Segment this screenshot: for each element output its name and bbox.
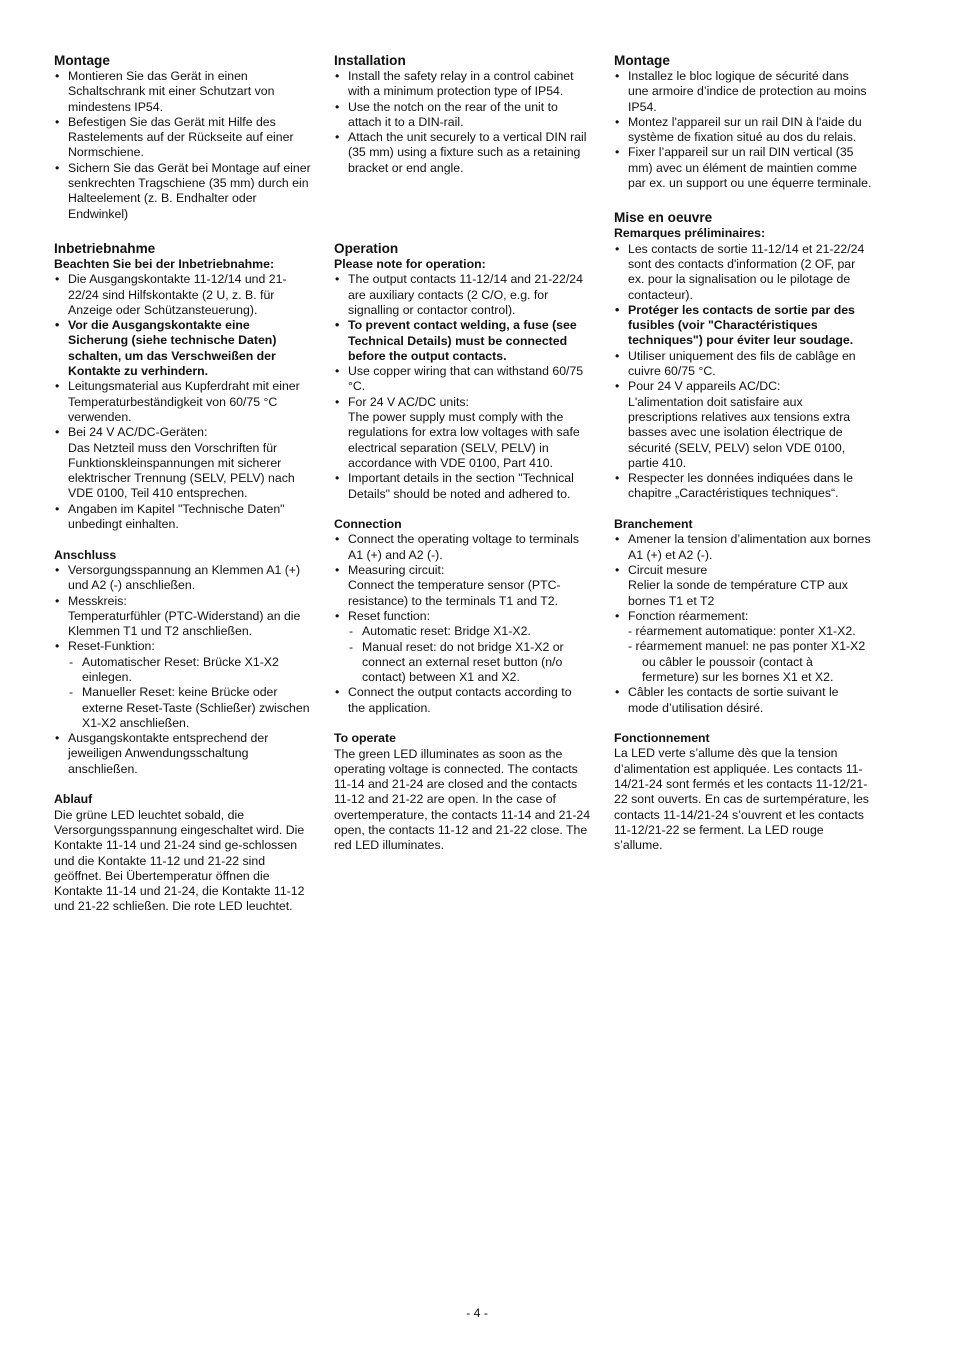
list-item: • Use copper wiring that can withstand 60/75 °C. bbox=[334, 364, 592, 395]
sublist-item: - Manueller Reset: keine Brücke oder externe Reset-Taste (Schließer) zwischen X1-X2 anschließen. bbox=[68, 685, 312, 731]
ablauf-text: Die grüne LED leuchtet sobald, die Versorgungsspannung eingeschaltet wird. Die Kontakte 11-14 und 21-24 sind ge-schlossen und die Kontakte 11-12 und 21-22 sind geöffnet. Bei Übertemperatur öffnen die Kontakte 11-14 und 21-24, die Kontakte 11-12 und 21-22 schließen. Die rote LED leuchtet. bbox=[54, 807, 305, 914]
list-item: • Respecter les données indiquées dans le chapitre „Caractéristiques techniques“. bbox=[614, 471, 872, 502]
section-title-montage-fr: Montage bbox=[614, 53, 670, 68]
list-item: • Measuring circuit: Connect the temperature sensor (PTC-resistance) to the terminals T1 and T2. bbox=[334, 563, 592, 609]
list-item bbox=[334, 609, 592, 685]
reset-sublist bbox=[68, 655, 312, 731]
list-item: • For 24 V AC/DC units: The power supply must comply with the regulations for extra low voltages with safe electrical separation (SELV, PELV) in accordance with VDE 0100, Part 410. bbox=[334, 395, 592, 471]
list-item: • Amener la tension d’alimentation aux bornes A1 (+) et A2 (-). bbox=[614, 532, 872, 563]
list-item-warning: • Protéger les contacts de sortie par des fusibles (voir "Charactéristiques techniques") pour éviter leur soudage. bbox=[614, 303, 872, 349]
anschluss-list bbox=[54, 563, 312, 777]
section-title-operation: Operation bbox=[334, 241, 399, 257]
list-item: • Attach the unit securely to a vertical DIN rail (35 mm) using a fixture such as a retaining bracket or end angle. bbox=[334, 130, 592, 176]
montage-fr-list bbox=[614, 69, 872, 191]
list-item: • Die Ausgangskontakte 11-12/14 und 21-22/24 sind Hilfskontakte (2 U, z. B. für Anzeige oder Schützansteuerung). bbox=[54, 272, 312, 318]
list-item: • Installez le bloc logique de sécurité dans une armoire d’indice de protection au moins IP54. bbox=[614, 69, 872, 115]
list-item: • Connect the operating voltage to terminals A1 (+) and A2 (-). bbox=[334, 532, 592, 563]
list-item-warning: • To prevent contact welding, a fuse (see Technical Details) must be connected before the output contacts. bbox=[334, 318, 592, 364]
sublist-item: - Automatic reset: Bridge X1-X2. bbox=[348, 624, 592, 639]
list-item: • Important details in the section "Technical Details" should be noted and adhered to. bbox=[334, 471, 592, 502]
branchement-list bbox=[614, 532, 872, 716]
list-item: • Versorgungsspannung an Klemmen A1 (+) und A2 (-) anschließen. bbox=[54, 563, 312, 594]
list-item: • Sichern Sie das Gerät bei Montage auf einer senkrechten Tragschiene (35 mm) durch ein Halteelement (z. B. Endhalter oder Endwinkel) bbox=[54, 161, 312, 222]
section-title-ablauf: Ablauf bbox=[54, 792, 93, 807]
sublist-item: - Automatischer Reset: Brücke X1-X2 einlegen. bbox=[68, 655, 312, 686]
connection-list bbox=[334, 532, 592, 716]
column-french bbox=[614, 52, 872, 854]
list-item: • Bei 24 V AC/DC-Geräten: Das Netzteil muss den Vorschriften für Funktionskleinspannungen mit sicherer elektrischer Trennung (SELV, PELV) nach VDE 0100, Teil 410 entsprechen. bbox=[54, 425, 312, 501]
section-subtitle: Beachten Sie bei der Inbetriebnahme: bbox=[54, 256, 275, 271]
list-item: • Circuit mesure Relier la sonde de température CTP aux bornes T1 et T2 bbox=[614, 563, 872, 609]
list-item: • Use the notch on the rear of the unit to attach it to a DIN-rail. bbox=[334, 100, 592, 131]
section-title-montage: Montage bbox=[54, 53, 110, 68]
fonctionnement-text: La LED verte s’allume dès que la tension d’alimentation est appliquée. Les contacts 11-14/21-24 sont fermés et les contacts 11-12/21-22 sont ouverts. En cas de surtempérature, les contacts 11-14/21-24 s’ouvrent et les contacts 11-12/21-22 se ferment. La LED rouge s’allume. bbox=[614, 746, 869, 853]
list-item: • Fixer l’appareil sur un rail DIN vertical (35 mm) avec un élément de maintien comme par ex. un support ou une équerre terminale. bbox=[614, 145, 872, 191]
section-title-to-operate: To operate bbox=[334, 731, 396, 746]
sublist-item: - réarmement manuel: ne pas ponter X1-X2 ou câbler le poussoir (contact à fermeture) sur les bornes X1 et X2. bbox=[628, 639, 866, 684]
column-english bbox=[334, 52, 592, 854]
list-item: • Pour 24 V appareils AC/DC: L'alimentation doit satisfaire aux prescriptions relatives aux tensions extra basses avec une isolation électrique de sécurité (SELV, PELV) selon VDE 0100, partie 410. bbox=[614, 379, 872, 471]
operation-list bbox=[334, 272, 592, 501]
list-item: • The output contacts 11-12/14 and 21-22/24 are auxiliary contacts (2 C/O, e.g. for signalling or contactor control). bbox=[334, 272, 592, 318]
page-number: - 4 - bbox=[466, 1306, 488, 1320]
mise-en-oeuvre-list bbox=[614, 242, 872, 502]
section-title-branchement: Branchement bbox=[614, 517, 693, 532]
montage-list bbox=[54, 69, 312, 222]
list-item bbox=[614, 609, 872, 685]
list-item: • Befestigen Sie das Gerät mit Hilfe des Rastelements auf der Rückseite auf einer Normschiene. bbox=[54, 115, 312, 161]
list-item-label: Reset function: bbox=[348, 608, 431, 623]
section-title-fonctionnement: Fonctionnement bbox=[614, 731, 710, 746]
inbetriebnahme-list bbox=[54, 272, 312, 532]
section-subtitle: Remarques préliminaires: bbox=[614, 226, 766, 241]
section-title-installation: Installation bbox=[334, 53, 406, 68]
section-title-inbetriebnahme: Inbetriebnahme bbox=[54, 240, 156, 256]
section-title-connection: Connection bbox=[334, 517, 402, 532]
section-subtitle: Please note for operation: bbox=[334, 257, 486, 272]
list-item-label: Fonction réarmement: bbox=[628, 608, 749, 623]
column-german bbox=[54, 52, 312, 915]
sublist-item: - Manual reset: do not bridge X1-X2 or connect an external reset button (n/o contact) between X1 and X2. bbox=[348, 640, 592, 686]
list-item: • Utiliser uniquement des fils de cablâge en cuivre 60/75 °C. bbox=[614, 349, 872, 380]
section-title-anschluss: Anschluss bbox=[54, 547, 117, 562]
reset-sublist bbox=[348, 624, 592, 685]
list-item: • Install the safety relay in a control cabinet with a minimum protection type of IP54. bbox=[334, 69, 592, 100]
list-item: • Les contacts de sortie 11-12/14 et 21-22/24 sont des contacts d'information (2 OF, par ex. pour la signalisation ou le pilotage de contacteur). bbox=[614, 242, 872, 303]
section-title-mise-en-oeuvre: Mise en oeuvre bbox=[614, 210, 713, 226]
operate-text: The green LED illuminates as soon as the operating voltage is connected. The contacts 11-14 and 21-24 are closed and the contacts 11-12 and 21-22 are open. In the case of overtemperature, the contacts 11-14 and 21-24 open, the contacts 11-12 and 21-22 close. The red LED illuminates. bbox=[334, 746, 591, 853]
list-item: • Câbler les contacts de sortie suivant le mode d’utilisation désiré. bbox=[614, 685, 872, 716]
list-item-warning: • Vor die Ausgangskontakte eine Sicherung (siehe technische Daten) schalten, um das Verschweißen der Kontakte zu verhindern. bbox=[54, 318, 312, 379]
list-item: • Angaben im Kapitel "Technische Daten" unbedingt einhalten. bbox=[54, 502, 312, 533]
list-item: • Montieren Sie das Gerät in einen Schaltschrank mit einer Schutzart von mindestens IP54. bbox=[54, 69, 312, 115]
sublist-item: - réarmement automatique: ponter X1-X2. bbox=[628, 624, 856, 639]
list-item: • Messkreis: Temperaturfühler (PTC-Widerstand) an die Klemmen T1 und T2 anschließen. bbox=[54, 594, 312, 640]
reset-sublist bbox=[628, 624, 872, 685]
list-item: • Montez l'appareil sur un rail DIN à l'aide du système de fixation situé au dos du relais. bbox=[614, 115, 872, 146]
list-item: • Ausgangskontakte entsprechend der jeweiligen Anwendungsschaltung anschließen. bbox=[54, 731, 312, 777]
list-item: • Connect the output contacts according to the application. bbox=[334, 685, 592, 716]
list-item: • Leitungsmaterial aus Kupferdraht mit einer Temperaturbeständigkeit von 60/75 °C verwenden. bbox=[54, 379, 312, 425]
installation-list bbox=[334, 69, 592, 176]
list-item-label: Reset-Funktion: bbox=[68, 639, 155, 654]
list-item bbox=[54, 639, 312, 731]
